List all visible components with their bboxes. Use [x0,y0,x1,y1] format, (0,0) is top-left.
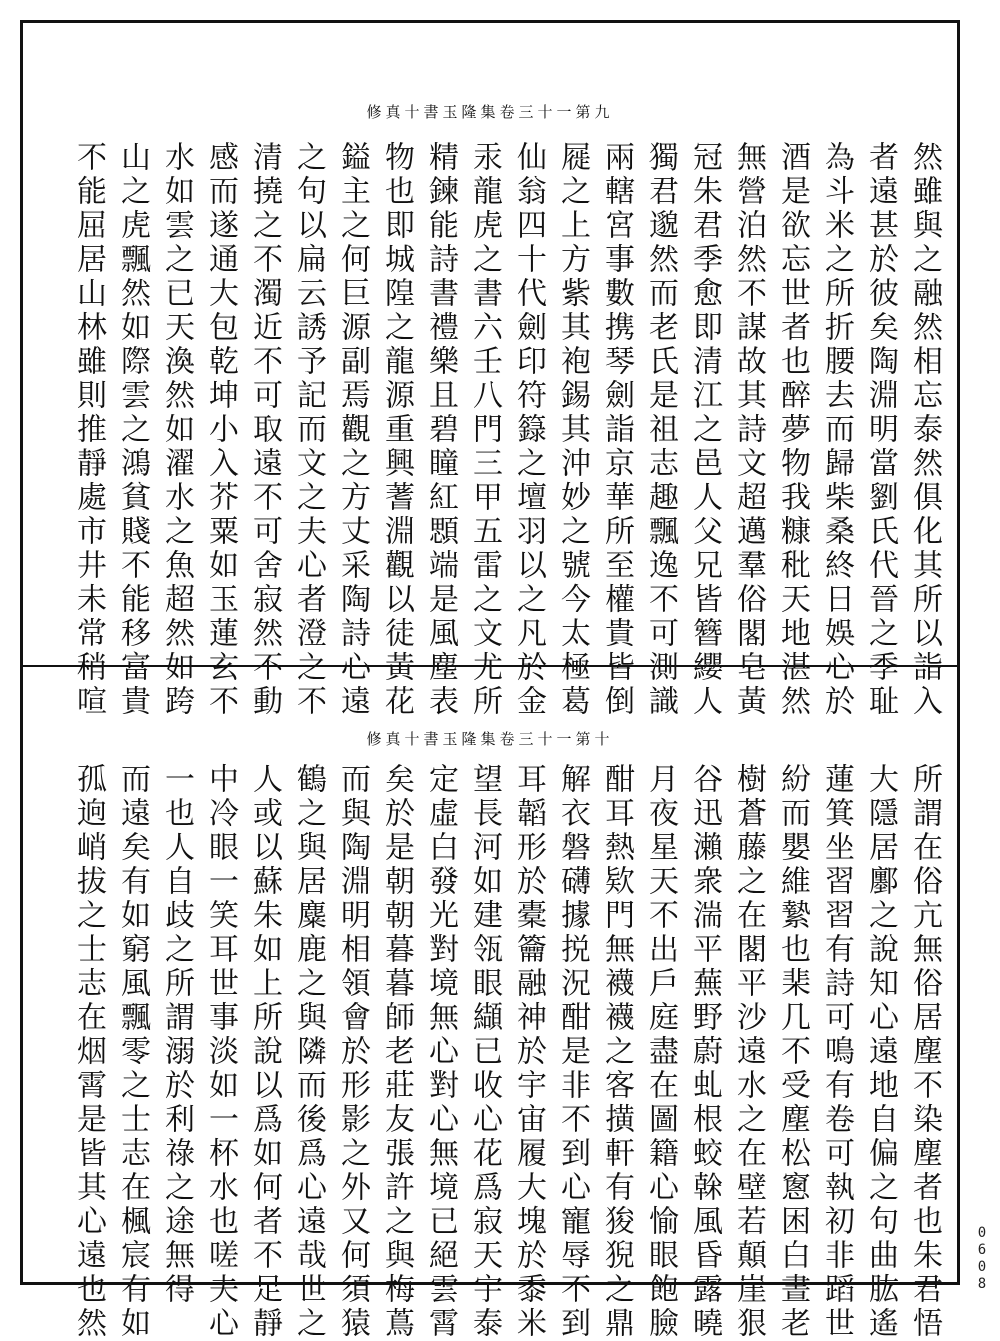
bottom-text-column: 孤逈峭拔之士志在烟霄是皆其心遠也然 [71,763,106,1341]
page-frame [20,20,960,1341]
bottom-text-column: 紛而嬰維縶也棐几不受塵松窻困白晝老 [775,763,810,1341]
bottom-text-column: 一也人自歧之所謂溺於利祿之途無得 [159,763,194,1307]
bottom-text-column: 所謂在俗亢無俗居塵不染塵者也朱君悟 [907,763,942,1341]
bottom-text-column: 人或以蘇朱如上所說以爲如何者不足靜 [247,763,282,1341]
bottom-text-column: 望長河如建瓴眼纈已收心花爲寂天宇泰 [467,763,502,1341]
top-text-column: 獨君邈然而老氏是祖志趣飄逸不可測識 [643,141,678,719]
top-text-column: 物也即城隍之龍源重興蓍淵觀以徒黃花 [379,141,414,719]
top-text-column: 不能屈居山林雖則推靜處市井未常稍喧 [71,141,106,719]
top-text-column: 汞龍虎之書六壬八門三甲五雷之文尤所 [467,141,502,719]
top-text-column: 為斗米之所折腰去而歸柴桑終日娛心於 [819,141,854,719]
top-text-column: 屣之上方紫其袍錫其沖妙之號今太極葛 [555,141,590,719]
bottom-text-column: 而與陶淵明相領會於形影之外又何須猿 [335,763,370,1341]
top-text-column: 冠朱君季愈即清江之邑人父兄皆簪纓人 [687,141,722,719]
bottom-text-column: 蓮箕坐習習有詩可鳴有卷可執初非蹈世 [819,763,854,1341]
bottom-text-column: 解衣磐礴據捝況酣是非不到心寵辱不到 [555,763,590,1341]
top-text-column: 酒是欲忘世者也醉夢物我糠秕天地湛然 [775,141,810,719]
top-half-page [23,23,957,719]
top-text-column: 仙翁四十代劍印符籙之壇羽以之凡於金 [511,141,546,719]
page-number: 0608 [974,1225,990,1293]
bottom-half-page [23,665,957,1341]
bottom-text-column: 月夜星天不出戶庭盡在圖籍心愉眼飽臉 [643,763,678,1341]
top-text-column: 然雖與之融然相忘泰然俱化其所以詣入 [907,141,942,719]
top-text-column: 清撓之不濁近不可取遠不可舍寂然不動 [247,141,282,719]
bottom-text-column: 矣於是朝朝暮暮師老莊友張許之與梅蔦 [379,763,414,1341]
top-text-column: 者遠甚於彼矣陶淵明當劉氏代晉之季耻 [863,141,898,719]
bottom-page-header: 修真十書玉隆集卷三十一第十 [366,730,614,748]
bottom-text-column: 鶴之與居麋鹿之與隣而後爲心遠哉世之 [291,763,326,1341]
top-page-header: 修真十書玉隆集卷三十一第九 [366,103,614,121]
top-text-column: 精鍊能詩書禮樂且碧瞳紅顋端是風塵表 [423,141,458,719]
top-text-column: 兩轄宮事數携琴劍詣京華所至權貴皆倒 [599,141,634,719]
top-text-column: 鎰主之何巨源副焉觀之方丈采陶詩心遠 [335,141,370,719]
bottom-text-column: 谷迅瀨衆湍平蕪野蔚虬根蛟榦風昏露曉 [687,763,722,1341]
bottom-text-column: 中冷眼一笑耳世事淡如一杯水也嗟夫心 [203,763,238,1341]
top-text-column: 水如雲之已天渙然如濯水之魚超然如跨 [159,141,194,719]
bottom-text-column: 定虛白發光對境無心對心無境已絕雲霄 [423,763,458,1341]
top-text-column: 無營泊然不謀故其詩文超邁羣俗閣皂黃 [731,141,766,719]
bottom-text-column: 耳韜形於橐籥融神於宇宙履大塊於黍米 [511,763,546,1341]
bottom-text-column: 而遠矣有如窮風飄零之士志在楓宸有如 [115,763,150,1341]
top-text-column: 之句以扁云誘予記而文之夫心者澄之不 [291,141,326,719]
top-text-column: 感而遂通大包乾坤小入芥粟如玉蓮玄不 [203,141,238,719]
bottom-text-column: 大隱居鄽之說知心遠地自偏之句曲肱遙 [863,763,898,1341]
bottom-text-column: 酣耳熱欵門無襪襪之客撗軒有狻猊之鼎 [599,763,634,1341]
bottom-text-column: 樹蒼藤之在閣平沙遠水之在壁若顛崖狠 [731,763,766,1341]
top-text-column: 山之虎飄然如際雲之鴻貧賤不能移富貴 [115,141,150,719]
